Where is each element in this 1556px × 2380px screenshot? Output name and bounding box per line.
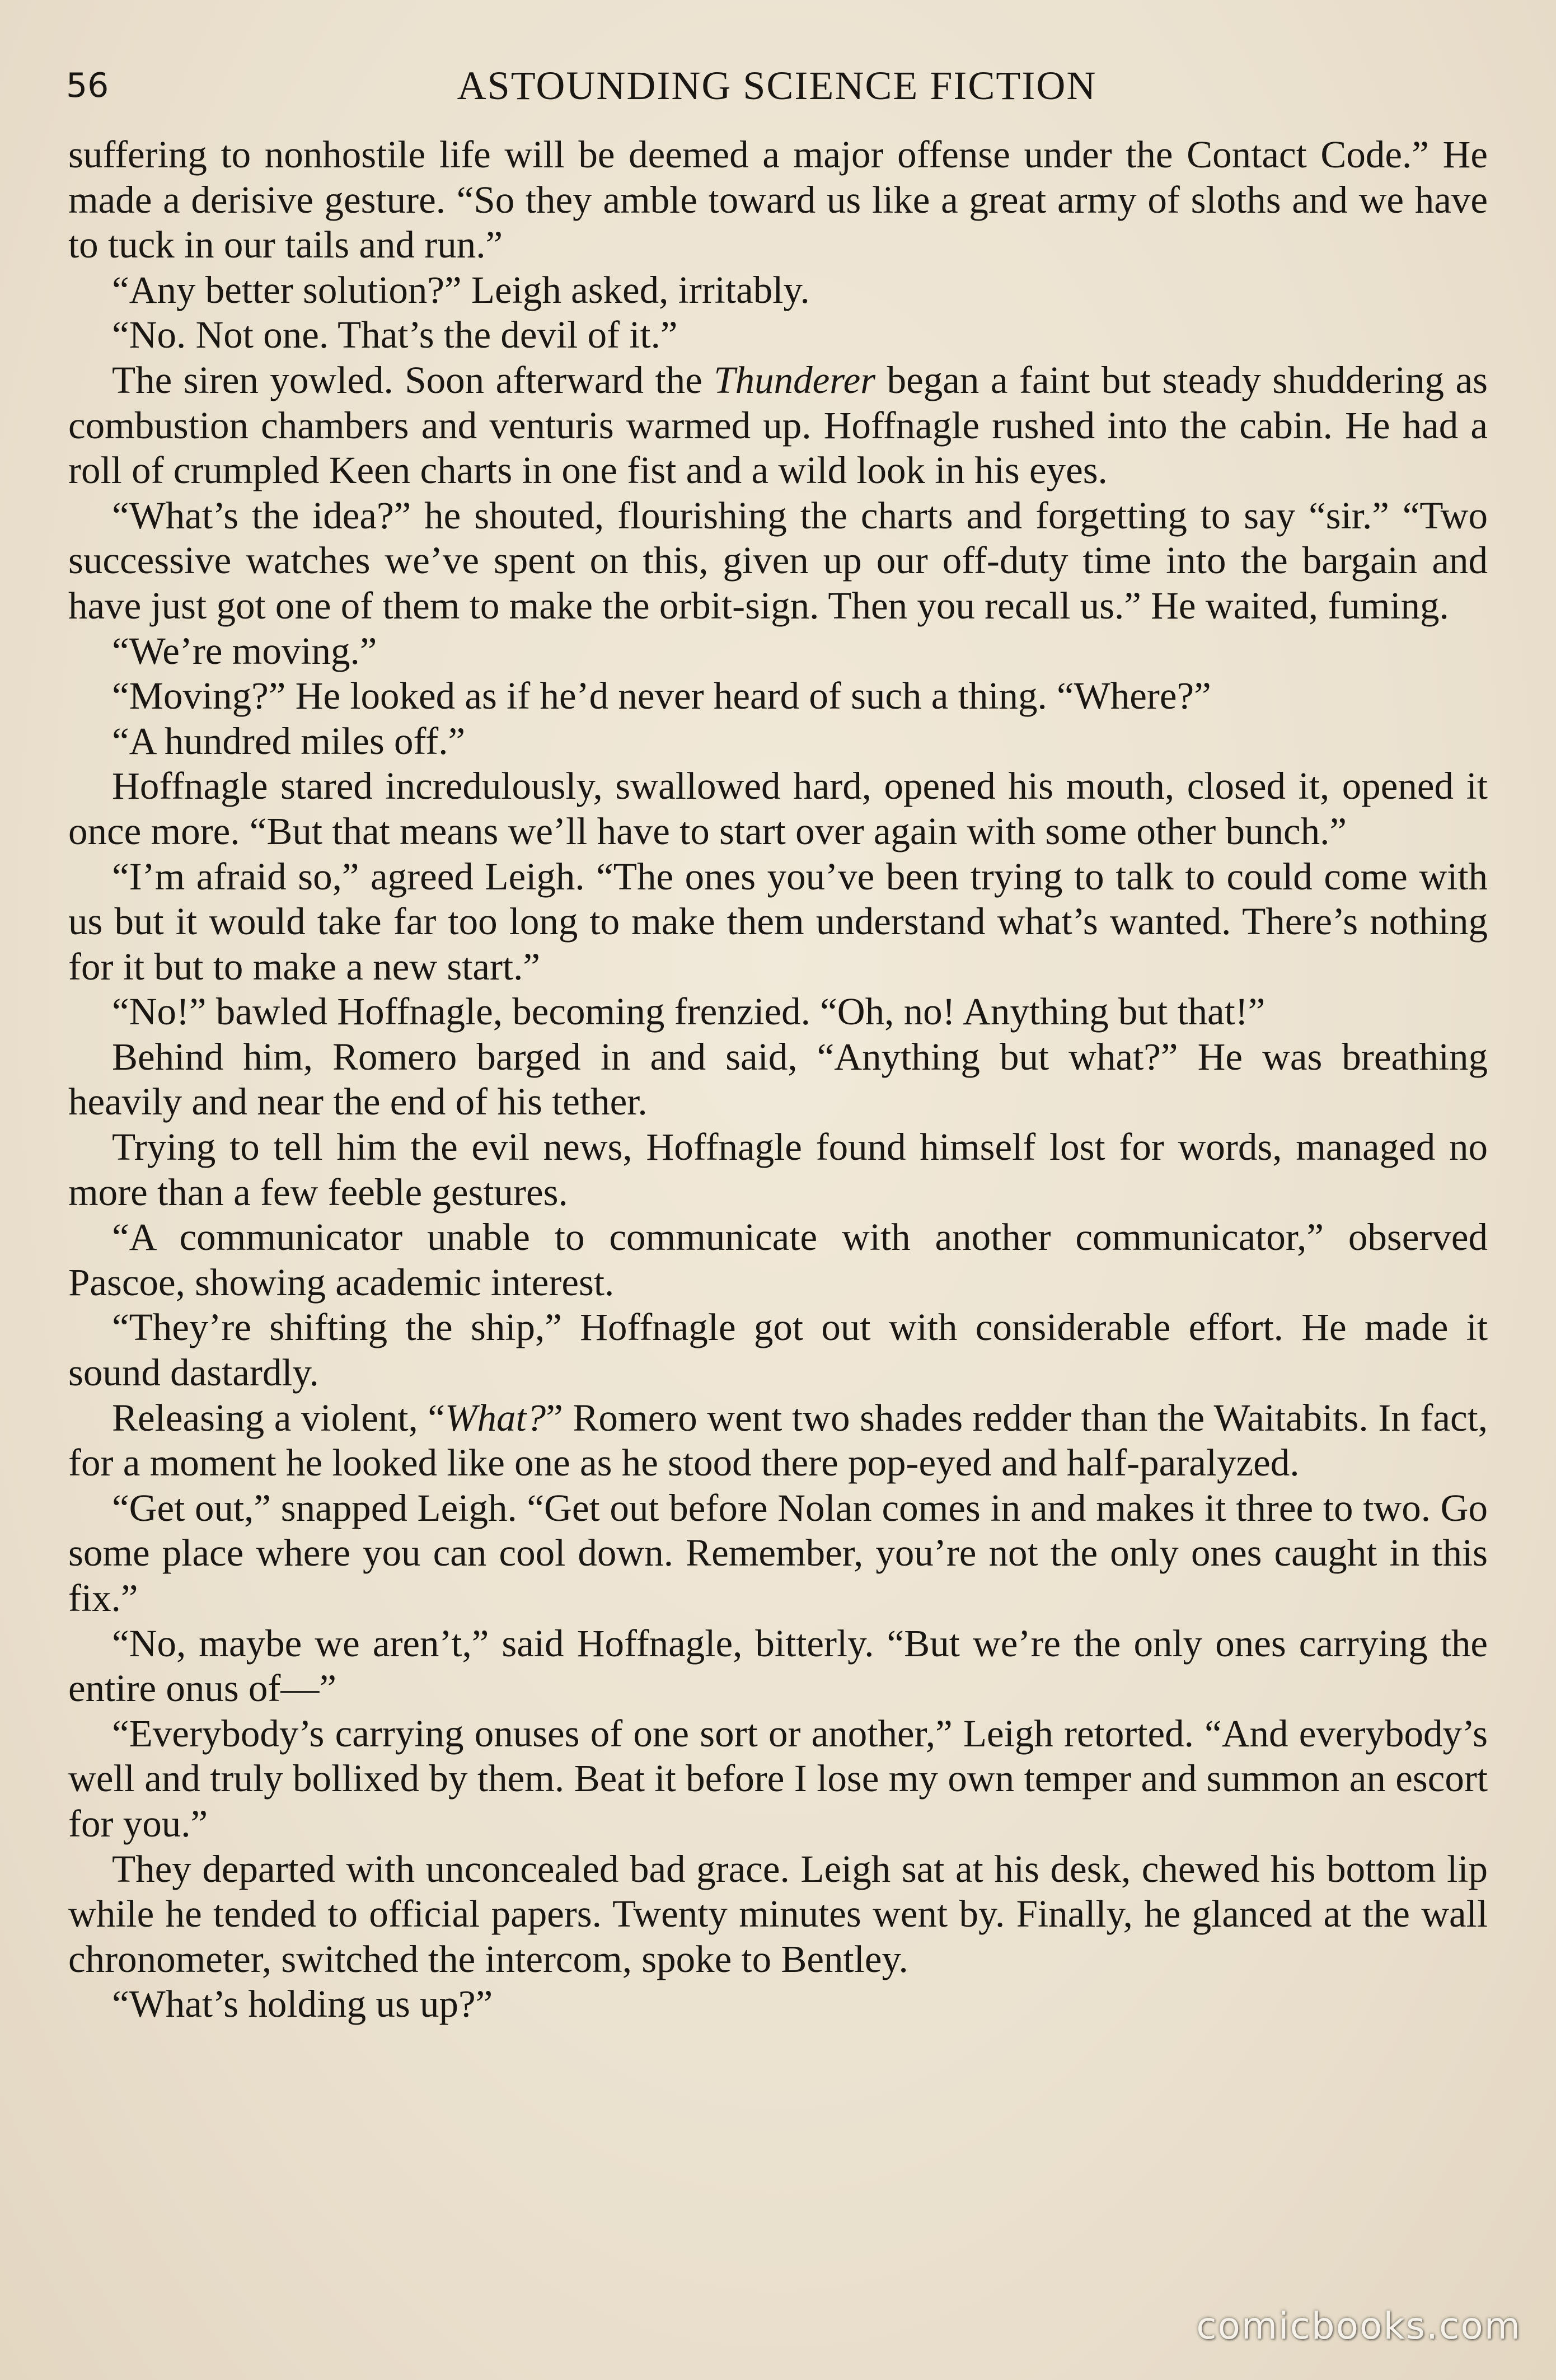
paragraph: suffering to nonhostile life will be deemed a major offense under the Contact Code.” He made a derisive gesture. “So they amble toward us like a great army of sloths and we have to tuck in our tails and run.” (68, 133, 1488, 266)
paragraph: “I’m afraid so,” agreed Leigh. “The ones you’ve been trying to talk to could come with us but it would take far too long to make them understand what’s wanted. There’s nothing for it but to make a new start.” (68, 855, 1488, 988)
paragraph: “A communicator unable to communicate with another communicator,” observed Pascoe, showing academic interest. (68, 1216, 1488, 1304)
paragraph: “Any better solution?” Leigh asked, irritably. (112, 268, 810, 311)
paragraph: Trying to tell him the evil news, Hoffnagle found himself lost for words, managed no more than a few feeble gestures. (68, 1126, 1488, 1214)
paragraph: Hoffnagle stared incredulously, swallowed hard, opened his mouth, closed it, opened it once more. “But that means we’ll have to start over again with some other bunch.” (68, 765, 1488, 852)
paragraph: “What’s the idea?” he shouted, flourishing the charts and forgetting to say “sir.” “Two successive watches we’ve spent on this, given up our off-duty time into the bargain and have just got one of them to make the orbit-sign. Then you recall us.” He waited, fuming. (68, 494, 1488, 627)
italic-text: Thunderer (714, 358, 876, 401)
paragraph: “We’re moving.” (112, 629, 377, 672)
story-text (68, 132, 1488, 2027)
page-header (66, 60, 1488, 111)
paragraph: “Moving?” He looked as if he’d never heard of such a thing. “Where?” (112, 674, 1211, 718)
paragraph-with-italic: The siren yowled. Soon afterward the Thunderer began a faint but steady shuddering as combustion chambers and venturis warmed up. Hoffnagle rushed into the cabin. He had a roll of crumpled Keen charts in one fist and a wild look in his eyes. (68, 358, 1488, 492)
paragraph: “What’s holding us up?” (112, 1983, 493, 2026)
italic-text: What? (445, 1396, 546, 1439)
paragraph: “No. Not one. That’s the devil of it.” (112, 313, 678, 357)
watermark: comicbooks.com (1196, 2304, 1521, 2348)
paragraph: Behind him, Romero barged in and said, “Anything but what?” He was breathing heavily and near the end of his tether. (68, 1035, 1488, 1123)
running-head: ASTOUNDING SCIENCE FICTION (457, 63, 1097, 108)
paragraph: “No, maybe we aren’t,” said Hoffnagle, bitterly. “But we’re the only ones carrying the entire onus of—” (68, 1622, 1488, 1710)
paragraph-with-italic: Releasing a violent, “What?” Romero went two shades redder than the Waitabits. In fact, for a moment he looked like one as he stood there pop-eyed and half-paralyzed. (68, 1396, 1488, 1484)
paragraph: “Get out,” snapped Leigh. “Get out before Nolan comes in and makes it three to two. Go some place where you can cool down. Remember, you’re not the only ones caught in this fix.” (68, 1486, 1488, 1619)
paragraph: “They’re shifting the ship,” Hoffnagle got out with considerable effort. He made it sound dastardly. (68, 1306, 1488, 1394)
paragraph: They departed with unconcealed bad grace. Leigh sat at his desk, chewed his bottom lip while he tended to official papers. Twenty minutes went by. Finally, he glanced at the wall chronometer, switched the intercom, spoke to Bentley. (68, 1847, 1488, 1980)
page-number: 56 (66, 66, 109, 105)
paragraph: “No!” bawled Hoffnagle, becoming frenzied. “Oh, no! Anything but that!” (112, 990, 1266, 1033)
paragraph: “Everybody’s carrying onuses of one sort or another,” Leigh retorted. “And everybody’s well and truly bollixed by them. Beat it before I lose my own temper and summon an escort for you.” (68, 1712, 1488, 1845)
paragraph: “A hundred miles off.” (112, 719, 466, 762)
